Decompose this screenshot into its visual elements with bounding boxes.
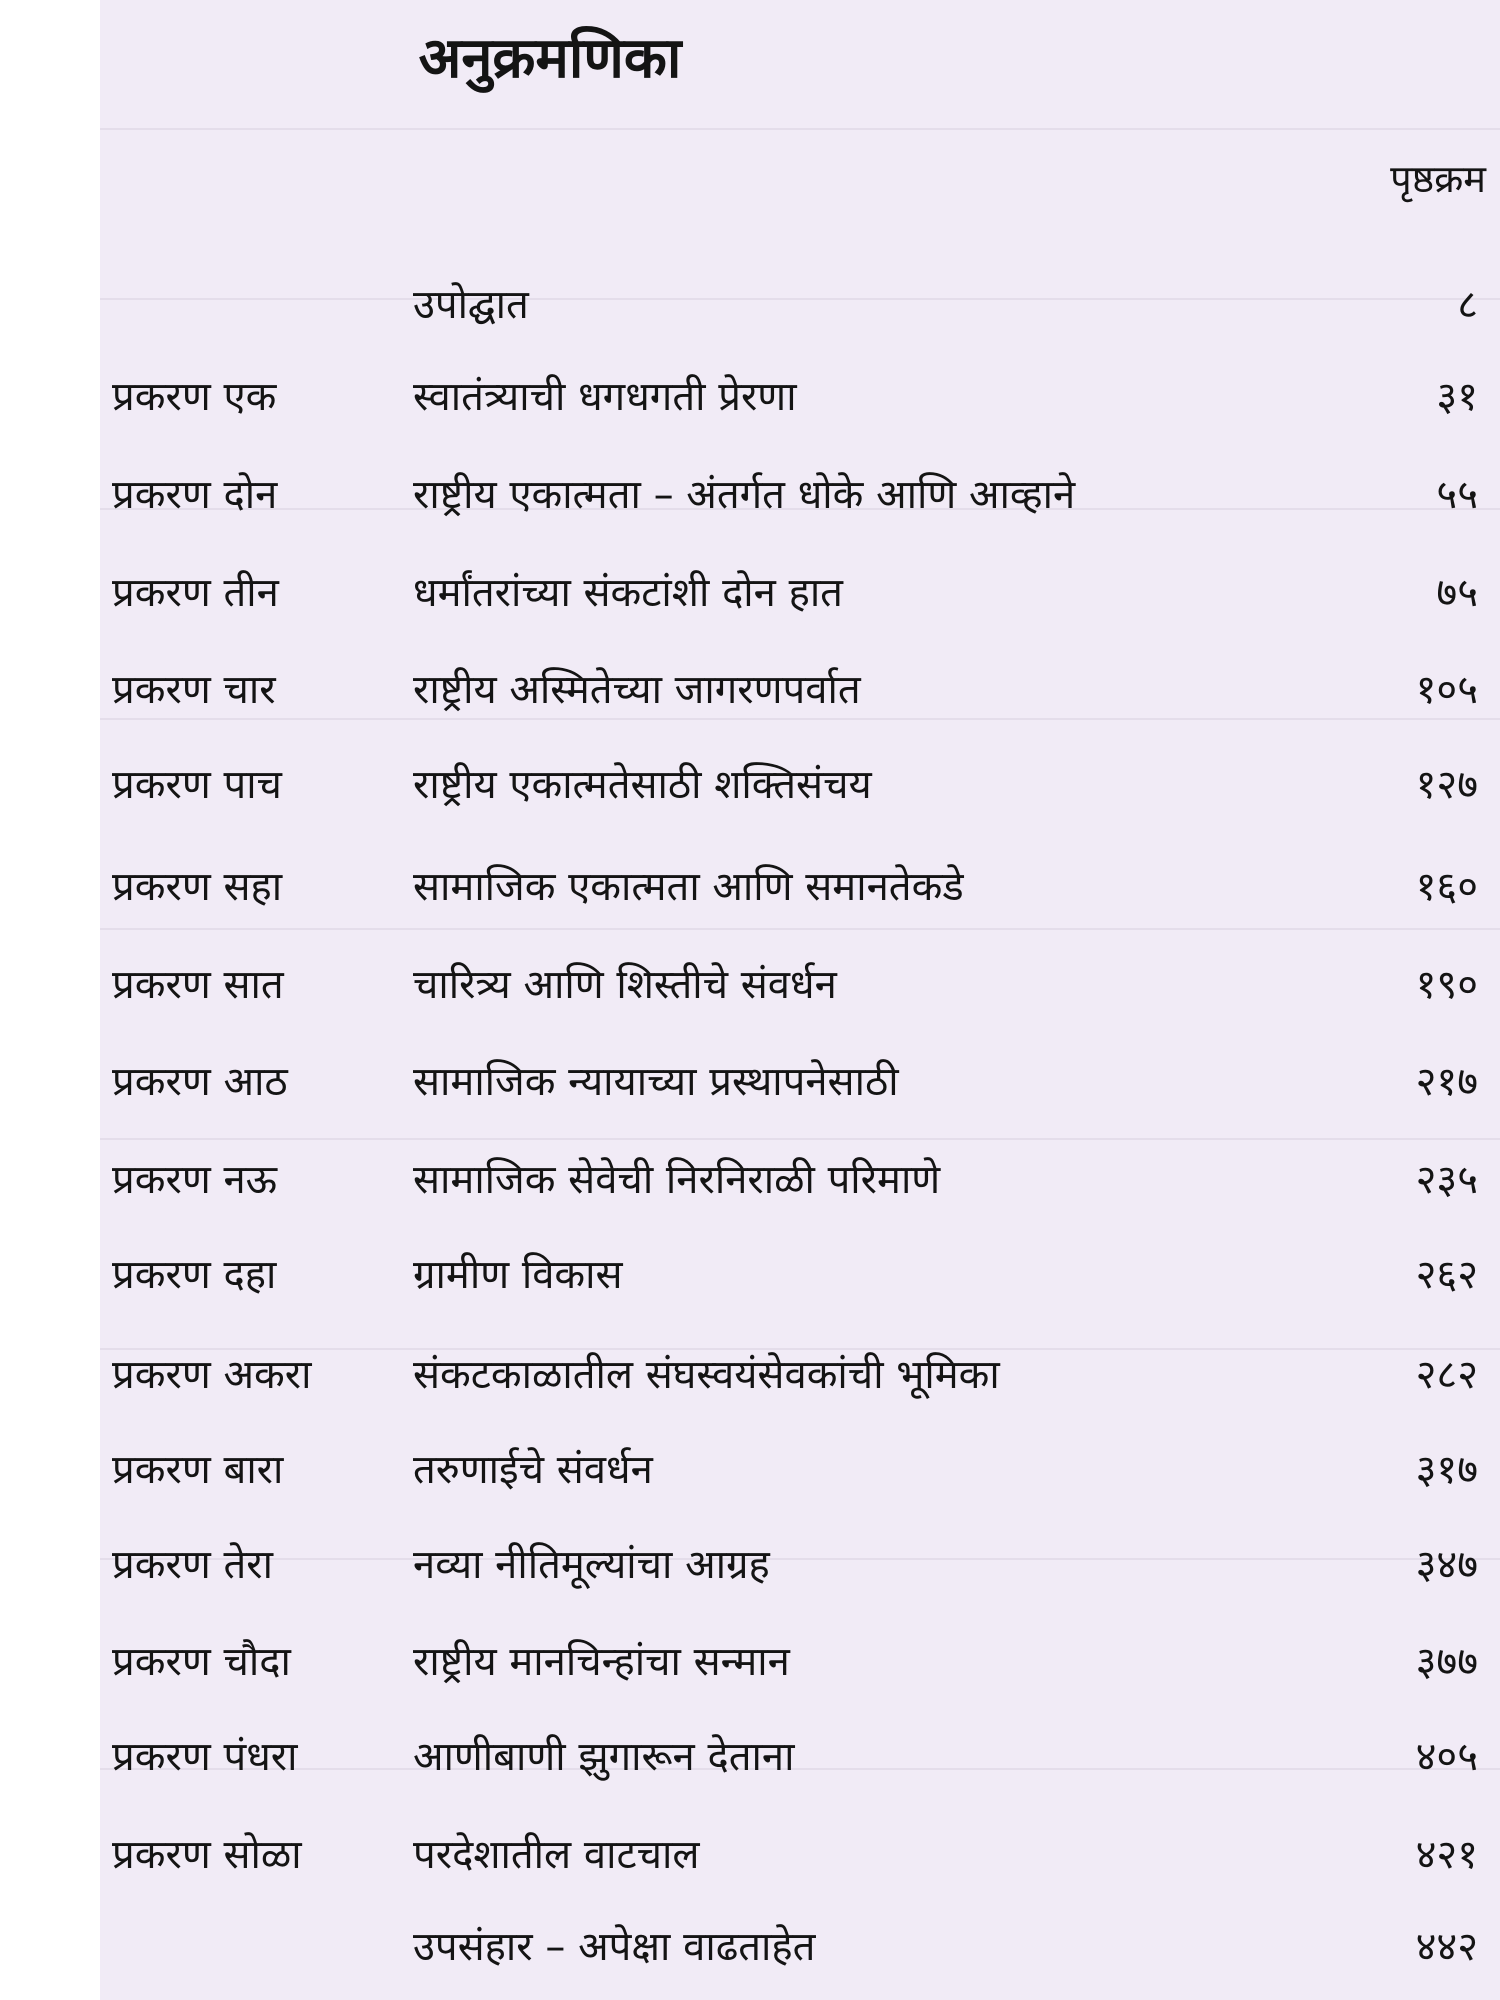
toc-entry (100, 1825, 1500, 1885)
page-number: १२७ (1415, 762, 1478, 808)
chapter-topic: चारित्र्य आणि शिस्तीचे संवर्धन (413, 962, 837, 1008)
page-number: ३७७ (1415, 1639, 1478, 1685)
chapter-topic: परदेशातील वाटचाल (413, 1832, 700, 1878)
chapter-label: प्रकरण आठ (112, 1059, 288, 1105)
chapter-topic: तरुणाईचे संवर्धन (413, 1447, 653, 1493)
chapter-label: प्रकरण एक (112, 374, 277, 420)
chapter-label: प्रकरण सहा (112, 864, 283, 910)
page-number: ८ (1457, 282, 1478, 328)
chapter-label: प्रकरण अकरा (112, 1352, 312, 1398)
chapter-topic: उपसंहार – अपेक्षा वाढताहेत (413, 1924, 816, 1970)
toc-entry (100, 563, 1500, 623)
page-number: १९० (1415, 962, 1478, 1008)
toc-entry (100, 1245, 1500, 1305)
chapter-label: प्रकरण दहा (112, 1252, 277, 1298)
chapter-topic: राष्ट्रीय अस्मितेच्या जागरणपर्वात (413, 667, 861, 713)
chapter-label: प्रकरण नऊ (112, 1157, 278, 1203)
toc-entry (100, 755, 1500, 815)
page-number: १०५ (1415, 667, 1478, 713)
chapter-topic: नव्या नीतिमूल्यांचा आग्रह (413, 1542, 770, 1588)
chapter-topic: धर्मांतरांच्या संकटांशी दोन हात (413, 570, 843, 616)
toc-entry (100, 1917, 1500, 1977)
toc-entry (100, 275, 1500, 335)
chapter-label: प्रकरण चौदा (112, 1639, 291, 1685)
page-number: २८२ (1415, 1352, 1478, 1398)
toc-entry (100, 1150, 1500, 1210)
chapter-topic: ग्रामीण विकास (413, 1252, 623, 1298)
page-title: अनुक्रमणिका (418, 26, 682, 91)
chapter-topic: संकटकाळातील संघस्वयंसेवकांची भूमिका (413, 1352, 1000, 1398)
chapter-label: प्रकरण दोन (112, 472, 278, 518)
chapter-label: प्रकरण चार (112, 667, 276, 713)
chapter-label: प्रकरण पंधरा (112, 1734, 298, 1780)
toc-entry (100, 1345, 1500, 1405)
chapter-label: प्रकरण सोळा (112, 1832, 302, 1878)
toc-entry (100, 1535, 1500, 1595)
toc-entry (100, 465, 1500, 525)
page-number: ५५ (1436, 472, 1478, 518)
page-number: २१७ (1415, 1059, 1478, 1105)
chapter-label: प्रकरण पाच (112, 762, 282, 808)
chapter-label: प्रकरण सात (112, 962, 284, 1008)
chapter-label: प्रकरण तेरा (112, 1542, 273, 1588)
toc-entry (100, 367, 1500, 427)
page-number: २६२ (1415, 1252, 1478, 1298)
chapter-topic: राष्ट्रीय मानचिन्हांचा सन्मान (413, 1639, 790, 1685)
left-margin (0, 0, 100, 2000)
page-number: ४२१ (1415, 1832, 1478, 1878)
toc-entry (100, 857, 1500, 917)
chapter-topic: स्वातंत्र्याची धगधगती प्रेरणा (413, 374, 797, 420)
page-number: ३१ (1436, 374, 1478, 420)
page-number: २३५ (1415, 1157, 1478, 1203)
chapter-topic: सामाजिक एकात्मता आणि समानतेकडे (413, 864, 964, 910)
page-number: ४४२ (1415, 1924, 1478, 1970)
toc-entry (100, 1727, 1500, 1787)
chapter-topic: राष्ट्रीय एकात्मतेसाठी शक्तिसंचय (413, 762, 872, 808)
toc-entry (100, 660, 1500, 720)
page-number: १६० (1415, 864, 1478, 910)
book-page (100, 0, 1500, 2000)
chapter-topic: सामाजिक सेवेची निरनिराळी परिमाणे (413, 1157, 941, 1203)
toc-entry (100, 1440, 1500, 1500)
chapter-topic: आणीबाणी झुगारून देताना (413, 1734, 795, 1780)
chapter-topic: उपोद्घात (413, 282, 529, 328)
page-number: ३४७ (1415, 1542, 1478, 1588)
toc-entry (100, 955, 1500, 1015)
table-of-contents (100, 0, 1500, 2000)
page-number: ४०५ (1415, 1734, 1478, 1780)
page-column-header: पृष्ठक्रम (1390, 157, 1486, 201)
chapter-topic: सामाजिक न्यायाच्या प्रस्थापनेसाठी (413, 1059, 899, 1105)
page-number: ३१७ (1415, 1447, 1478, 1493)
toc-entry (100, 1632, 1500, 1692)
chapter-label: प्रकरण बारा (112, 1447, 284, 1493)
toc-entry (100, 1052, 1500, 1112)
chapter-topic: राष्ट्रीय एकात्मता – अंतर्गत धोके आणि आव्हाने (413, 472, 1076, 518)
chapter-label: प्रकरण तीन (112, 570, 279, 616)
page-number: ७५ (1436, 570, 1478, 616)
